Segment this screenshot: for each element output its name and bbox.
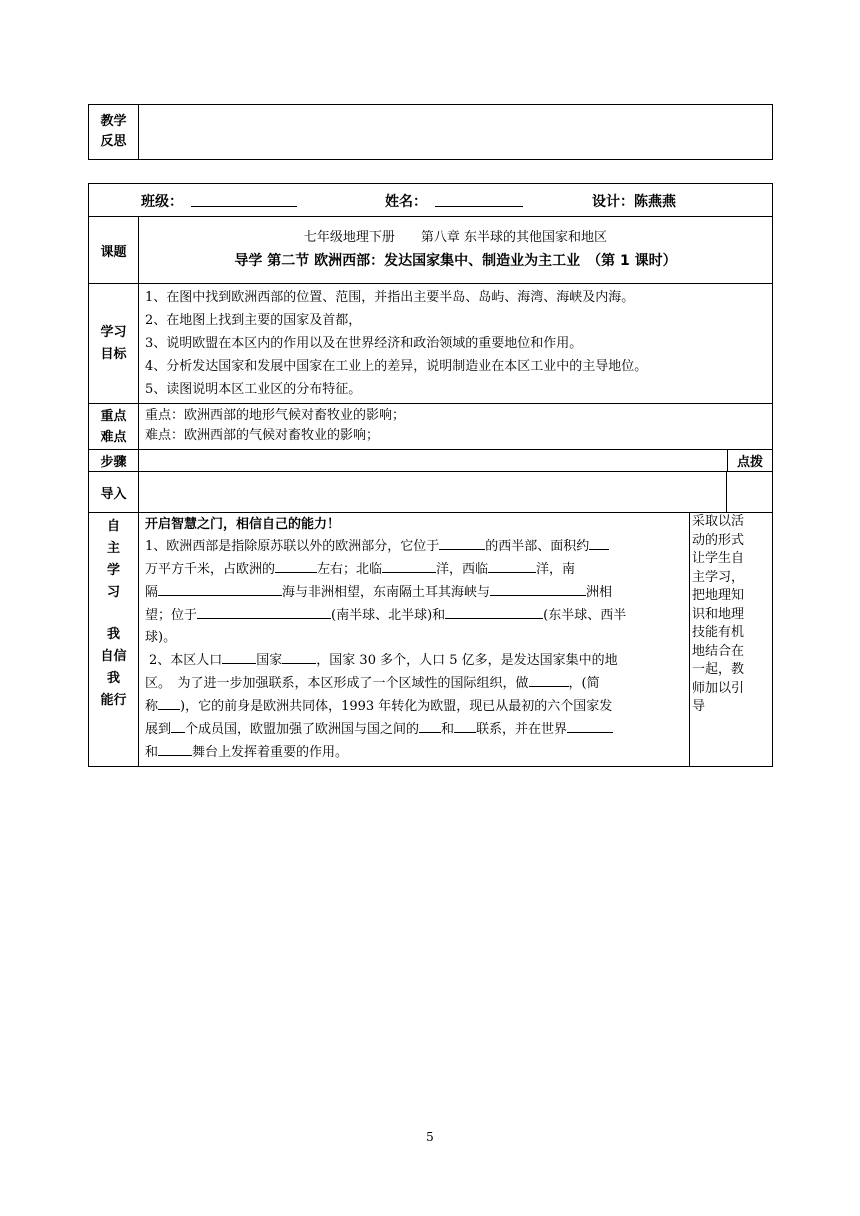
header-row: [89, 184, 773, 217]
class-label: 班级：: [141, 194, 183, 210]
blank-field[interactable]: [567, 718, 613, 733]
exercise-text: (南半球、北半球)和: [331, 608, 446, 623]
reflection-label: [89, 105, 139, 160]
self-study-label-gap: [89, 604, 138, 624]
difficult-point: 难点：欧洲西部的气候对畜牧业的影响；: [145, 428, 380, 443]
intro-row: [89, 472, 773, 513]
exercise-text: 隔: [145, 585, 159, 600]
topic-row: [89, 217, 773, 284]
blank-field[interactable]: [454, 718, 476, 733]
exercise-text: 展到: [145, 722, 172, 737]
objective-item: 3、说明欧盟在本区内的作用以及在世界经济和政治领域的重要地位和作用。: [145, 336, 583, 351]
self-study-label-char: 自信: [100, 649, 127, 664]
steps-content: [139, 450, 728, 472]
blank-field[interactable]: [439, 535, 485, 550]
intro-cell: [139, 472, 773, 513]
exercise-text: 舞台上发挥着重要的作用。: [192, 745, 349, 760]
exercise-text: 洋，西临: [436, 562, 489, 577]
exercise-text: 1、欧洲西部是指除原苏联以外的欧洲部分，它位于: [145, 539, 440, 554]
reflection-table: [88, 104, 773, 160]
topic-label: 课题: [89, 217, 139, 284]
topic-subtitle: 七年级地理下册 第八章 东半球的其他国家和地区: [303, 230, 608, 245]
keypoints-label: [89, 404, 139, 450]
blank-field[interactable]: [445, 604, 543, 619]
self-study-label-char: 我: [106, 671, 120, 686]
blank-field[interactable]: [158, 581, 282, 596]
exercise-text: 的西半部、面积约: [485, 539, 590, 554]
tip-line: 采取以活: [692, 514, 745, 529]
objectives-label-line2: 目标: [100, 346, 127, 362]
self-study-row: [89, 513, 773, 767]
blank-field[interactable]: [589, 535, 609, 550]
blank-field[interactable]: [529, 672, 569, 687]
tip-line: 地结合在: [692, 643, 745, 659]
keypoints-cell: [139, 404, 773, 450]
blank-field[interactable]: [490, 581, 586, 596]
self-study-label-char: 自: [106, 519, 120, 534]
tip-line: 让学生自: [692, 551, 745, 566]
steps-label: 步骤: [89, 450, 139, 472]
exercise-text: ，(简: [568, 676, 600, 691]
objective-item: 1、在图中找到欧洲西部的位置、范围，并指出主要半岛、岛屿、海湾、海峡及内海。: [145, 290, 635, 305]
name-field[interactable]: [435, 206, 523, 207]
tip-line: 主学习，: [692, 569, 745, 585]
exercise-text: 和: [441, 722, 455, 737]
self-study-heading: 开启智慧之门，相信自己的能力！: [145, 517, 341, 532]
intro-divider: [726, 472, 727, 512]
self-study-label-char: 主: [106, 541, 120, 556]
blank-field[interactable]: [282, 649, 316, 664]
key-point: 重点：欧洲西部的地形气候对畜牧业的影响；: [145, 408, 406, 423]
guide-table: [88, 183, 773, 767]
tip-line: 识和地理: [692, 606, 745, 622]
tip-line: 师加以引: [692, 680, 745, 696]
objective-item: 2、在地图上找到主要的国家及首都，: [145, 313, 362, 328]
blank-field[interactable]: [382, 558, 436, 573]
tips-cell: [690, 513, 773, 767]
exercise-text: )，它的前身是欧洲共同体，1993 年转化为欧盟，现已从最初的六个国家发: [180, 699, 613, 714]
blank-field[interactable]: [275, 558, 317, 573]
self-study-content: [139, 513, 690, 767]
keypoints-label-line2: 难点: [100, 429, 127, 445]
tips-label: 点拨: [728, 450, 773, 472]
blank-field[interactable]: [419, 718, 441, 733]
exercise-text: 区。 为了进一步加强联系，本区形成了一个区域性的国际组织，做: [145, 676, 529, 691]
topic-cell: [139, 217, 773, 284]
topic-title: 导学 第二节 欧洲西部：发达国家集中、制造业为主工业 （第 1 课时）: [234, 253, 677, 269]
exercise-1: [145, 535, 683, 649]
exercise-text: 球)。: [145, 630, 177, 645]
objectives-label-line1: 学习: [100, 324, 127, 340]
objective-item: 5、读图说明本区工业区的分布特征。: [145, 382, 362, 397]
blank-field[interactable]: [197, 604, 331, 619]
self-study-label-char: 我: [106, 627, 120, 642]
intro-label: 导入: [89, 472, 139, 513]
tip-line: 把地理知: [692, 588, 745, 603]
page-number: 5: [426, 1130, 434, 1144]
objectives-row: [89, 284, 773, 404]
designer: 设计：陈燕燕: [592, 194, 676, 210]
keypoints-row: [89, 404, 773, 450]
exercise-text: ，国家 30 多个，人口 5 亿多，是发达国家集中的地: [316, 653, 618, 668]
exercise-text: 国家: [256, 653, 283, 668]
exercise-text: 海与非洲相望，东南隔土耳其海峡与: [282, 585, 491, 600]
exercise-text: (东半球、西半: [543, 608, 627, 623]
reflection-label-line2: 反思: [100, 134, 127, 149]
exercise-text: 称: [145, 699, 159, 714]
self-study-label-char: 习: [106, 585, 120, 600]
exercise-text: 洲相: [586, 585, 613, 600]
blank-field[interactable]: [171, 718, 185, 733]
reflection-label-line1: 教学: [100, 114, 127, 129]
class-field[interactable]: [191, 206, 297, 207]
exercise-text: 联系，并在世界: [476, 722, 568, 737]
exercise-text: 个成员国，欧盟加强了欧洲国与国之间的: [185, 722, 420, 737]
keypoints-label-line1: 重点: [100, 408, 127, 424]
exercise-text: 2、本区人口: [149, 653, 223, 668]
exercise-text: 和: [145, 745, 159, 760]
tip-line: 导: [692, 699, 706, 714]
header-cell: [89, 184, 773, 217]
objectives-cell: [139, 284, 773, 404]
tip-line: 动的形式: [692, 532, 745, 548]
blank-field[interactable]: [488, 558, 536, 573]
reflection-content: [139, 105, 773, 160]
objectives-label: [89, 284, 139, 404]
exercise-text: 万平方千米，占欧洲的: [145, 562, 276, 577]
blank-field[interactable]: [222, 649, 256, 664]
exercise-2: [145, 649, 683, 764]
exercise-text: 洋，南: [536, 562, 576, 577]
name-label: 姓名：: [385, 194, 427, 210]
exercise-text: 左右；北临: [317, 562, 383, 577]
blank-field[interactable]: [158, 741, 192, 756]
exercise-text: 望；位于: [145, 608, 198, 623]
objective-item: 4、分析发达国家和发展中国家在工业上的差异，说明制造业在本区工业中的主导地位。: [145, 359, 648, 374]
self-study-label-char: 学: [106, 563, 120, 578]
self-study-label-char: 能行: [100, 693, 127, 708]
tip-line: 技能有机: [692, 625, 745, 640]
steps-row: [89, 450, 773, 472]
tip-line: 一起，教: [692, 662, 745, 677]
self-study-label: [89, 513, 139, 767]
blank-field[interactable]: [158, 695, 180, 710]
